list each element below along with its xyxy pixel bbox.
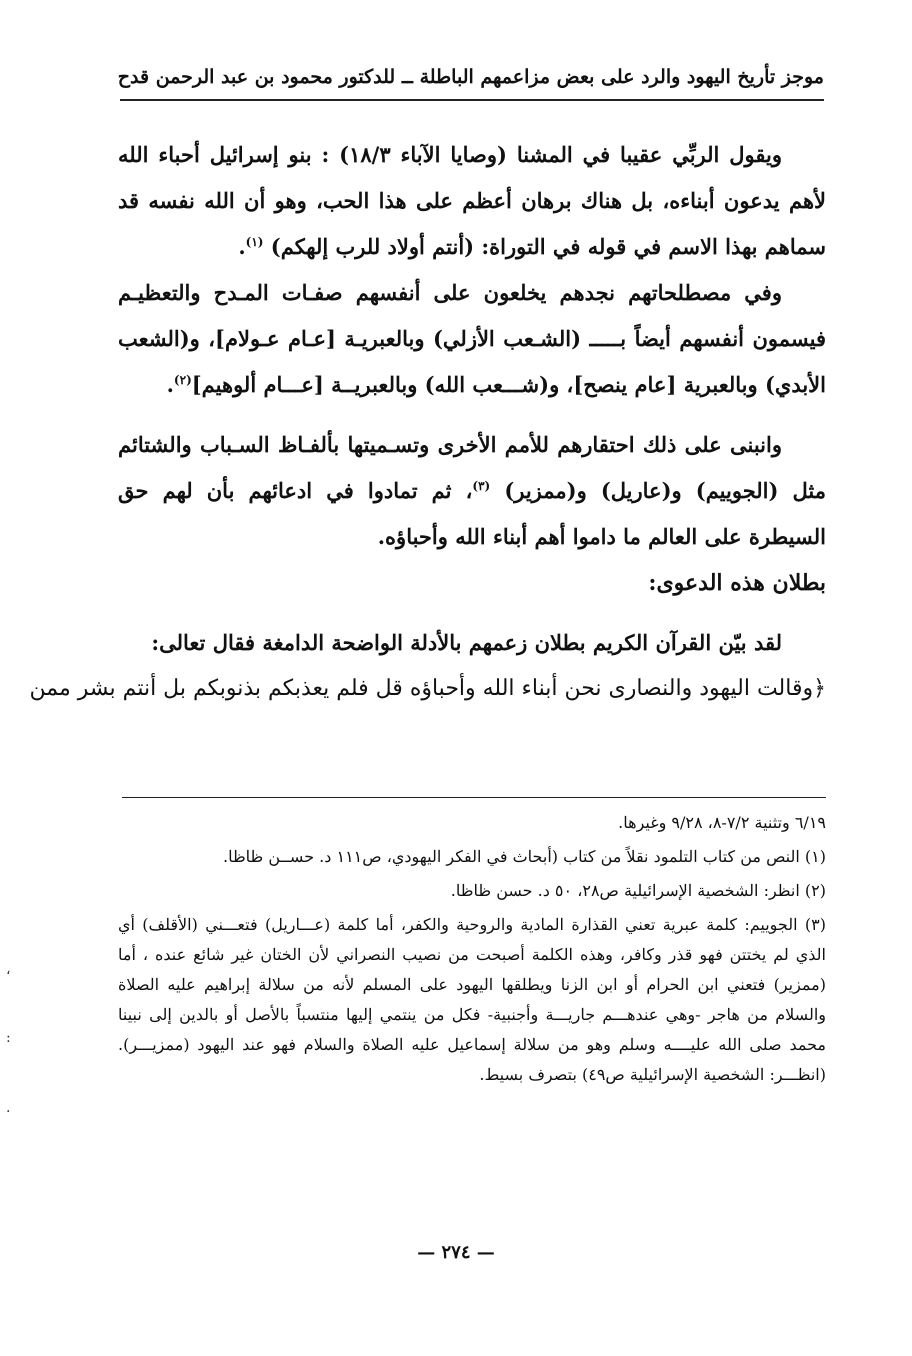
paragraph-4 bbox=[118, 620, 826, 666]
paragraph-3 bbox=[118, 422, 826, 560]
margin-mark: . bbox=[6, 1100, 11, 1116]
footnote-2: (٢) انظر: الشخصية الإسرائيلية ص٢٨، ٥٠ د. حسن ظاظا. bbox=[450, 881, 826, 900]
paragraph-3-text: وانبنى على ذلك احتقارهم للأمم الأخرى وتسـميتها بألفـاظ السـباب والشتائم مثل (الجوييم) و(عاريل) و(ممزير) bbox=[118, 432, 827, 503]
paragraph-2-text: وفي مصطلحاتهم نجدهم يخلعون على أنفسهم صفـات المـدح والتعظيـم فيسمون أنفسهم أيضاً بـــــ (الشـعب الأزلي) وبالعبريـة [عـام عـولام]، و(الشعب الأبدي) وبالعبرية [عام ينصح]، و(شـــعب الله) وبالعبريــة [عـــام ألوهيم] bbox=[118, 280, 826, 397]
header-rule bbox=[120, 99, 824, 101]
section-heading: بطلان هذه الدعوى: bbox=[648, 570, 826, 596]
running-head: موجز تأريخ اليهود والرد على بعض مزاعمهم الباطلة ــ للدكتور محمود بن عبد الرحمن قدح bbox=[117, 66, 824, 88]
footnote-ref-1[interactable]: (١) bbox=[245, 235, 264, 249]
footnotes bbox=[118, 808, 826, 1090]
footnote-ref-2[interactable]: (٢) bbox=[173, 373, 192, 387]
footnote-rule bbox=[122, 797, 826, 798]
footnote-ref-3[interactable]: (٣) bbox=[472, 479, 491, 493]
footnote-1: (١) النص من كتاب التلمود نقلاً من كتاب (أبحاث في الفكر اليهودي، ص١١١ د. حســن ظاظا. bbox=[222, 847, 826, 866]
margin-mark: ، bbox=[6, 962, 11, 978]
paragraph-1: ويقول الربِّي عقيبا في المشنا (وصايا الآباء ١٨/٣) : بنو إسرائيل أحباء الله لأهم يدعون أبناءه، بل هناك برهان أعظم على هذا الحب، وهو أن الله نفسه قد سماهم بهذا الاسم في قوله في التوراة: (أنتم أولاد للرب إلهكم) $^{(١)}$. bbox=[118, 142, 826, 259]
paragraph-2: وفي مصطلحاتهم نجدهم يخلعون على أنفسهم صفـات المـدح والتعظيـم فيسمون أنفسهم أيضاً بـــــ (الشـعب الأزلي) وبالعبريـة [عـام عـولام]، و(الشعب الأبدي) وبالعبرية [عام ينصح]، و(شـــعب الله) وبالعبريــة [عـــام ألوهيم]$^{(٢)}$. bbox=[118, 280, 826, 397]
paragraph-4-text: لقد بيّن القرآن الكريم بطلان زعمهم بالأدلة الواضحة الدامغة فقال تعالى: bbox=[151, 630, 782, 655]
footnote-3: (٣) الجوييم: كلمة عبرية تعني القذارة المادية والروحية والكفر، أما كلمة (عـــاريل) فتعـــني (الأقلف) أي الذي لم يختتن فهو قذر وكافر، وهذه الكلمة أصبحت من نصيب النصراني لأن الختان غير شائع عنده ، أما (ممزير) فتعني ابن الحرام أو ابن الزنا ويطلقها اليهود على المسلم لأنه من سلالة إبراهيم عليه الصلاة والسلام من هاجر -وهي عندهـــم جاريـــة وأجنبية- فكل من ينتمي إليها منتسباً بالأصل أو بالدين إلى نبينا محمد صلى الله عليــــه وسلم وهو من سلالة إسماعيل عليه الصلاة والسلام فهو عند اليهود (ممزيـــر). (انظـــر: الشخصية الإسرائيلية ص٤٩) بتصرف بسيط. bbox=[118, 915, 827, 1084]
paragraph-3-tail: ، ثم تمادوا في ادعائهم بأن لهم حق السيطرة على العالم ما داموا أهم أبناء الله وأحباؤه. bbox=[118, 478, 826, 549]
page-number: — ٢٧٤ — bbox=[417, 1242, 495, 1263]
margin-mark: : bbox=[6, 1030, 11, 1046]
quran-verse: ﴿وقالت اليهود والنصارى نحن أبناء الله وأحباؤه قل فلم يعذبكم بذنوبكم بل أنتم بشر ممن bbox=[29, 676, 826, 701]
main-text bbox=[29, 132, 827, 712]
footnote-continued: ٦/١٩ وتثنية ٧/٢-٨، ٩/٢٨ وغيرها. bbox=[618, 813, 826, 832]
paragraph-1-text: ويقول الربِّي عقيبا في المشنا (وصايا الآباء ١٨/٣) : بنو إسرائيل أحباء الله لأهم يدعون أبناءه، بل هناك برهان أعظم على هذا الحب، وهو أن الله نفسه قد سماهم بهذا الاسم في قوله في التوراة: (أنتم أولاد للرب إلهكم) bbox=[118, 142, 826, 259]
